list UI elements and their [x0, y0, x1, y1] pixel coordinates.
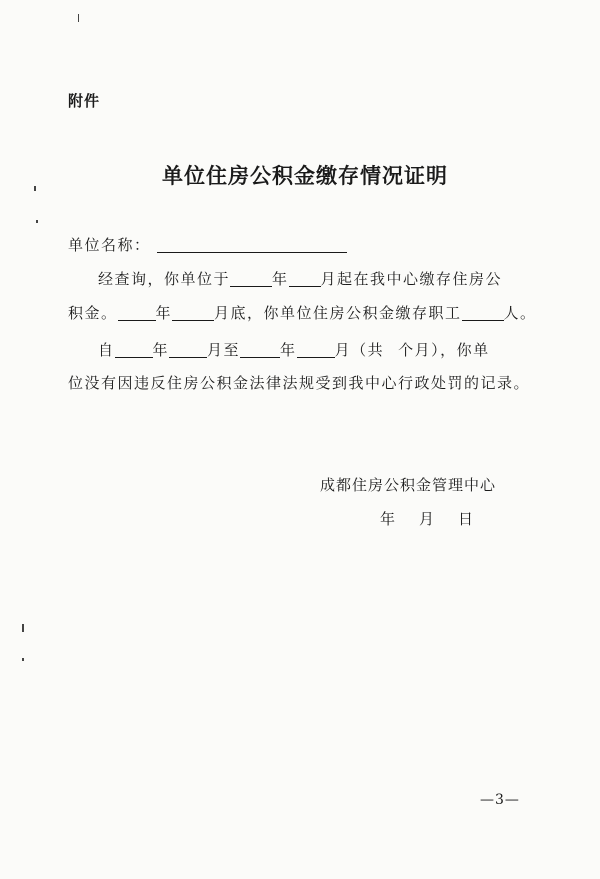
p1-text: 年: [272, 270, 289, 288]
p2-text: 个月），你单: [398, 341, 490, 359]
p1-text: 经查询，你单位于: [98, 270, 231, 288]
date-day: 日: [458, 510, 474, 528]
p1-text: 月起在我中心缴存住房公: [320, 270, 503, 288]
p2-text: 自: [98, 341, 115, 359]
date-year: 年: [380, 510, 396, 528]
attachment-label: 附件: [68, 92, 101, 110]
date-month: 月: [419, 510, 435, 528]
scan-speck: [22, 624, 24, 632]
to-month-blank[interactable]: [297, 341, 335, 358]
start-month-blank[interactable]: [289, 270, 321, 287]
paragraph2-line1: [98, 339, 490, 360]
from-month-blank[interactable]: [169, 341, 207, 358]
p2-text: 月（共: [334, 341, 385, 359]
unit-name-row: [68, 234, 347, 255]
as-of-month-blank[interactable]: [172, 304, 214, 321]
p2-text: 位没有因违反住房公积金法律法规受到我中心行政处罚的记录。: [68, 374, 531, 392]
paragraph1-line1: [98, 268, 502, 289]
scan-speck: [22, 658, 24, 661]
signature-organization: 成都住房公积金管理中心: [320, 476, 497, 494]
unit-name-label: 单位名称：: [68, 236, 151, 254]
paragraph2-line2: [68, 372, 530, 393]
document-title: 单位住房公积金缴存情况证明: [162, 163, 448, 188]
start-year-blank[interactable]: [230, 270, 272, 287]
p2-text: 月至: [207, 341, 241, 359]
p1-text: 积金。: [68, 304, 118, 322]
signature-date: [380, 508, 497, 529]
p2-text: 年: [280, 341, 297, 359]
page-number: —3—: [480, 792, 520, 808]
employee-count-blank[interactable]: [462, 304, 504, 321]
p1-text: 人。: [503, 304, 537, 322]
scan-speck: [78, 14, 79, 22]
from-year-blank[interactable]: [115, 341, 153, 358]
as-of-year-blank[interactable]: [118, 304, 156, 321]
p1-text: 年: [155, 304, 173, 322]
paragraph1-line2: [68, 302, 537, 323]
p2-text: 年: [152, 341, 170, 359]
p1-text: 月底，你单位住房公积金缴存职工: [214, 304, 462, 322]
unit-name-blank[interactable]: [157, 236, 347, 253]
to-year-blank[interactable]: [240, 341, 280, 358]
scan-speck: [36, 220, 38, 223]
